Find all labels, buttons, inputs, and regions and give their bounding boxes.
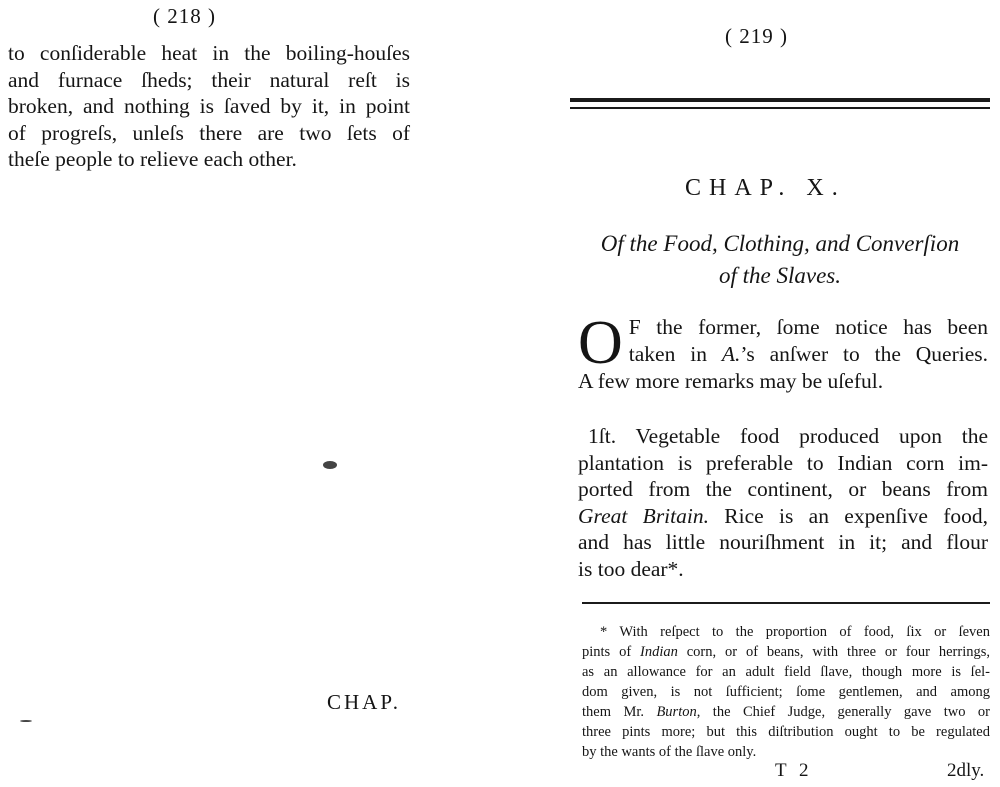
page-number: ( 218 ) <box>153 4 216 28</box>
text-line: is too dear*. <box>578 556 684 581</box>
paragraph-1 <box>578 309 988 395</box>
italic-text: Burton <box>656 704 697 720</box>
header-rule <box>570 98 990 109</box>
footnote-line: pints of Indian corn, or of beans, with three or four herrings, <box>582 644 990 660</box>
footnote-line: three pints more; but this diſtribution ought to be regulated <box>582 724 990 740</box>
thick-rule <box>570 98 990 102</box>
footnote-line: dom given, is not ſufficient; ſome gentlemen, and among <box>582 684 990 700</box>
text-line: broken, and nothing is ſaved by it, in point <box>8 94 410 118</box>
page-number: ( 219 ) <box>725 24 788 48</box>
chapter-heading: CHAP. X. <box>685 175 846 201</box>
text-line: of progreſs, unleſs there are two ſets of <box>8 120 410 145</box>
text-line: and has little nouriſhment in it; and flour <box>578 530 988 554</box>
catchword: 2dly. <box>947 760 985 781</box>
text-line: Great Britain. Rice is an expenſive food, <box>578 503 988 528</box>
italic-text: A. <box>721 341 741 366</box>
ink-speck <box>323 461 337 469</box>
chapter-title-line: of the Slaves. <box>719 263 841 288</box>
footnote-line: by the wants of the ſlave only. <box>582 744 757 760</box>
left-page <box>0 0 430 787</box>
footnote-line: as an allowance for an adult field ſlave, though more is ſel- <box>582 664 990 680</box>
drop-cap: O <box>578 309 623 377</box>
chapter-title <box>570 228 990 292</box>
text-line: 1ſt. Vegetable food produced upon the <box>588 424 988 448</box>
text-line: F the former, ſome notice has been <box>628 315 988 339</box>
thin-rule <box>570 107 990 109</box>
text-line: plantation is preferable to Indian corn im- <box>578 450 988 475</box>
italic-text: Indian <box>640 644 678 660</box>
text-line: theſe people to relieve each other. <box>8 147 297 171</box>
footnote-line: * With reſpect to the proportion of food, ſix or ſeven <box>600 624 990 640</box>
catchword: CHAP. <box>327 690 401 714</box>
footnote-line: them Mr. Burton, the Chief Judge, generally gave two or <box>582 704 990 720</box>
italic-text: Great Britain. <box>578 503 709 528</box>
text-line: taken in A.’s anſwer to the Queries. <box>628 341 988 366</box>
paragraph-2 <box>578 423 988 582</box>
text-line: A few more remarks may be uſeful. <box>578 369 884 393</box>
signature-mark: T 2 <box>775 760 813 781</box>
left-page-text <box>8 40 410 173</box>
footnote-rule <box>582 602 990 604</box>
right-page <box>560 0 1000 787</box>
text-line: to conſiderable heat in the boiling-houſes <box>8 41 410 65</box>
footnote <box>582 622 990 762</box>
chapter-title-line: Of the Food, Clothing, and Converſion <box>600 231 960 256</box>
ink-speck <box>20 720 32 722</box>
text-line: and furnace ſheds; their natural reſt is <box>8 67 410 92</box>
text-line: ported from the continent, or beans from <box>578 477 988 501</box>
